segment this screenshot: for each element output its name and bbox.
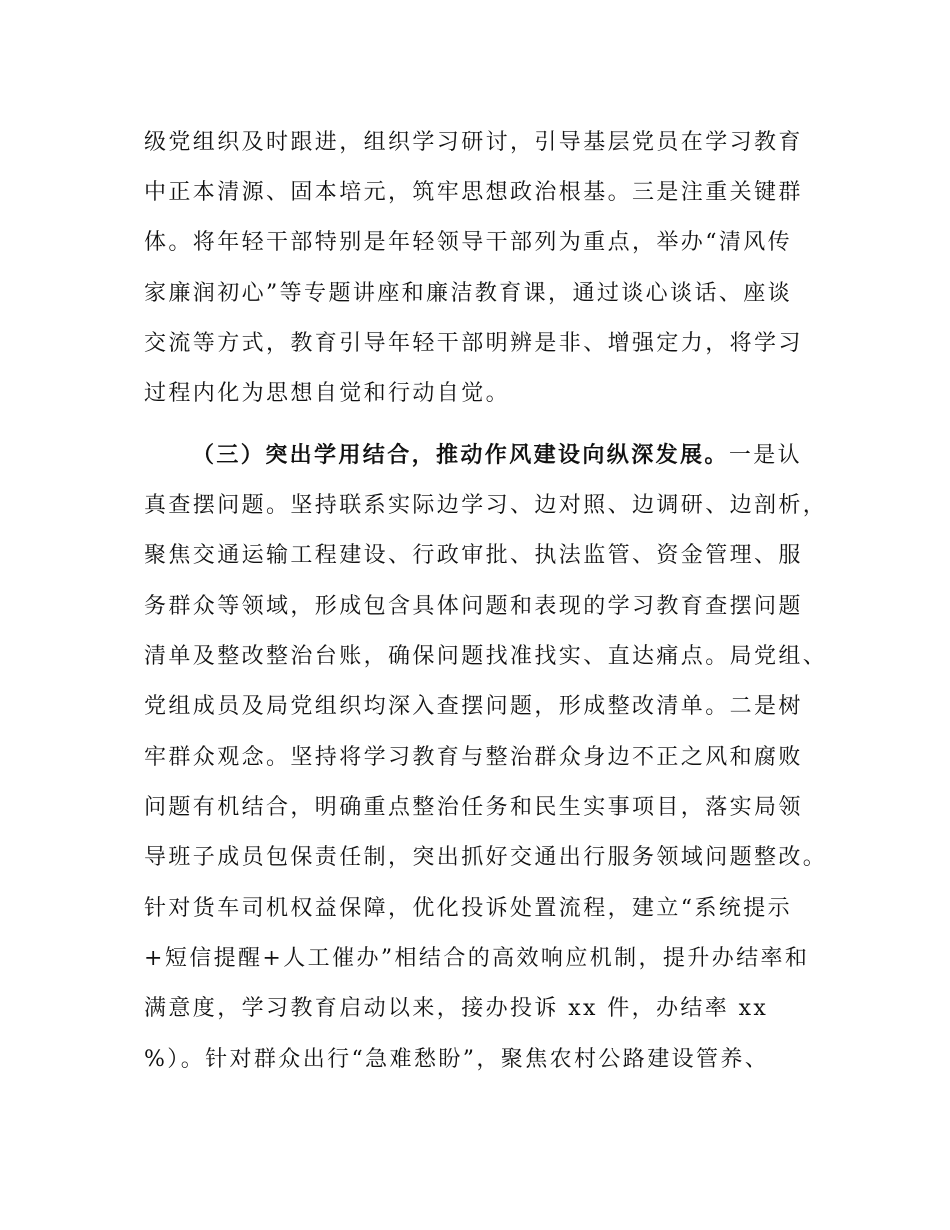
paragraph-2-line-13: %）。针对群众出行“急难愁盼”，聚焦农村公路建设管养、 bbox=[144, 1047, 770, 1072]
paragraph-2-line-9: 导班子成员包保责任制，突出抓好交通出行服务领域问题整改。 bbox=[144, 845, 828, 870]
section-heading: （三）突出学用结合，推动作风建设向纵深发展。 bbox=[192, 443, 729, 468]
paragraph-2-line-11: +短信提醒+人工催办”相结合的高效响应机制，提升办结率和 bbox=[144, 946, 810, 971]
paragraph-2-line-7: 牢群众观念。坚持将学习教育与整治群众身边不正之风和腐败 bbox=[144, 745, 803, 770]
paragraph-2-line-5: 清单及整改整治台账，确保问题找准找实、直达痛点。局党组、 bbox=[144, 644, 828, 669]
paragraph-1-line-4: 家廉润初心”等专题讲座和廉洁教育课，通过谈心谈话、座谈 bbox=[144, 281, 793, 306]
paragraph-1-line-5: 交流等方式，教育引导年轻干部明辨是非、增强定力，将学习 bbox=[144, 331, 803, 356]
paragraph-2-line-12: 满意度，学习教育启动以来，接办投诉 xx 件，办结率 xx bbox=[144, 996, 769, 1021]
paragraph-2-line-3: 聚焦交通运输工程建设、行政审批、执法监管、资金管理、服 bbox=[144, 543, 803, 568]
paragraph-2-line-1-rest: 一是认 bbox=[728, 443, 803, 468]
paragraph-2-line-8: 问题有机结合，明确重点整治任务和民生实事项目，落实局领 bbox=[144, 795, 803, 820]
paragraph-2-line-1 bbox=[192, 441, 822, 471]
paragraph-2-line-2: 真查摆问题。坚持联系实际边学习、边对照、边调研、边剖析， bbox=[144, 493, 828, 518]
paragraph-2-line-10: 针对货车司机权益保障，优化投诉处置流程，建立“系统提示 bbox=[144, 896, 793, 921]
paragraph-1-line-2: 中正本清源、固本培元，筑牢思想政治根基。三是注重关键群 bbox=[144, 180, 803, 205]
paragraph-1-line-1: 级党组织及时跟进，组织学习研讨，引导基层党员在学习教育 bbox=[144, 130, 803, 155]
paragraph-2-line-4: 务群众等领域，形成包含具体问题和表现的学习教育查摆问题 bbox=[144, 594, 803, 619]
paragraph-1-line-6: 过程内化为思想自觉和行动自觉。 bbox=[144, 381, 511, 406]
paragraph-1-line-3: 体。将年轻干部特别是年轻领导干部列为重点，举办“清风传 bbox=[144, 230, 793, 255]
paragraph-2-line-6: 党组成员及局党组织均深入查摆问题，形成整改清单。二是树 bbox=[144, 694, 803, 719]
